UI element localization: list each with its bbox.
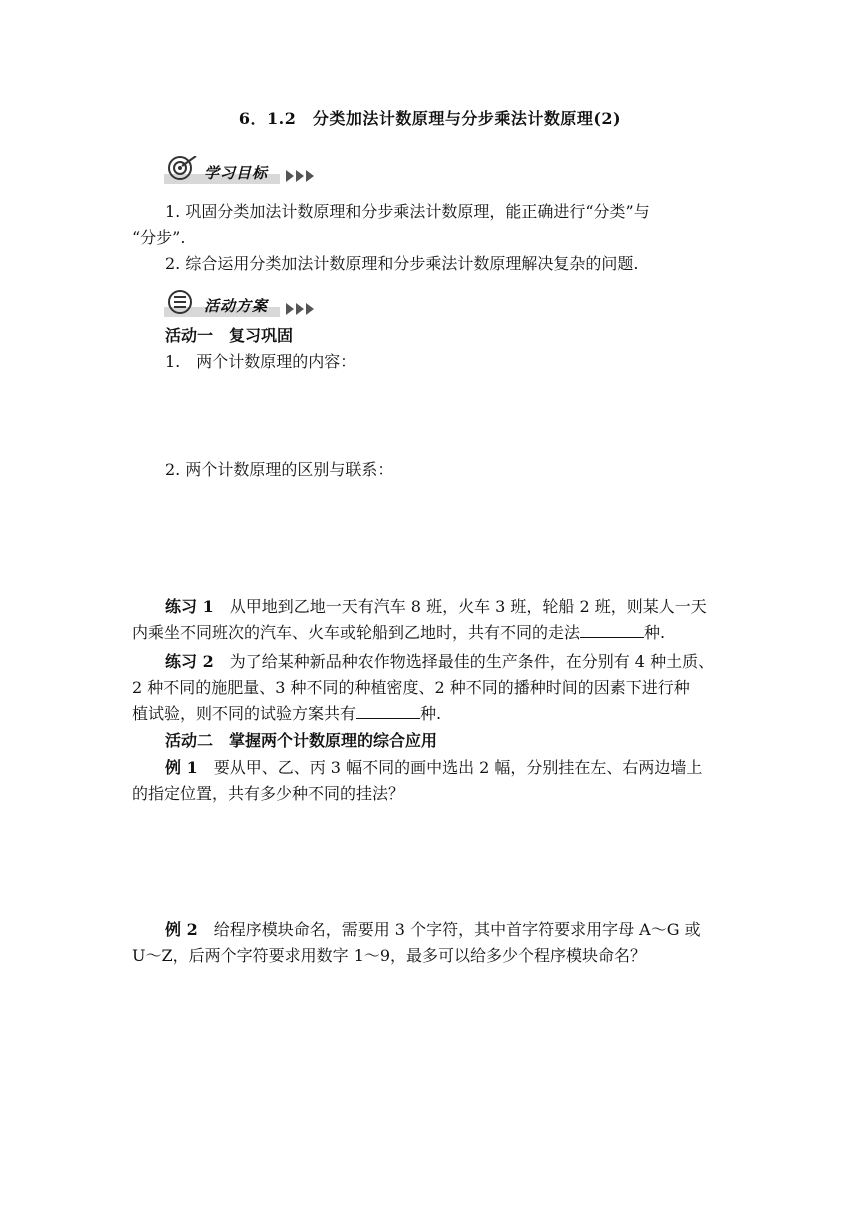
example1-label: 例 1: [165, 758, 198, 777]
practice2-line3: [132, 702, 732, 726]
example1-line2: 的指定位置，共有多少种不同的挂法？: [132, 784, 405, 803]
answer-blank[interactable]: [356, 704, 420, 719]
practice1-label: 练习 1: [165, 597, 214, 616]
question-1: 1. 两个计数原理的内容：: [165, 352, 357, 371]
goal-item-1-cont: “分步”.: [132, 228, 186, 247]
activity1-title: 活动一 复习巩固: [165, 326, 294, 345]
goals-header: 学习目标: [204, 164, 269, 182]
practice1-line1: [165, 595, 765, 619]
example2-line1: [165, 918, 765, 942]
practice1-text1: 从甲地到乙地一天有汽车 8 班，火车 3 班，轮船 2 班，则某人一天: [213, 597, 707, 616]
practice2-line1: [165, 650, 765, 674]
practice1-text2: 内乘坐不同班次的汽车、火车或轮船到乙地时，共有不同的走法: [132, 623, 581, 642]
goal-item-2: 2. 综合运用分类加法计数原理和分步乘法计数原理解决复杂的问题.: [165, 254, 639, 273]
goal-item-1: 1. 巩固分类加法计数原理和分步乘法计数原理，能正确进行“分类”与: [165, 202, 650, 221]
activity2-title: 活动二 掌握两个计数原理的综合应用: [165, 731, 438, 750]
example2-text1: 给程序模块命名，需要用 3 个字符，其中首字符要求用字母 A～G 或: [197, 920, 701, 939]
practice2-text3: 植试验，则不同的试验方案共有: [132, 704, 357, 723]
example2-line2: U～Z，后两个字符要求用数字 1～9，最多可以给多少个程序模块命名？: [132, 946, 647, 965]
example2-label: 例 2: [165, 920, 198, 939]
example1-text1: 要从甲、乙、丙 3 幅不同的画中选出 2 幅，分别挂在左、右两边墙上: [197, 758, 703, 777]
goals-badge: [162, 156, 322, 186]
page-title: 6．1.2 分类加法计数原理与分步乘法计数原理(2): [238, 109, 622, 128]
practice1-text3: 种.: [644, 623, 666, 642]
practice2-line2: 2 种不同的施肥量、3 种不同的种植密度、2 种不同的播种时间的因素下进行种: [132, 678, 690, 697]
practice2-label: 练习 2: [165, 652, 214, 671]
example1-line1: [165, 756, 765, 780]
practice2-text1: 为了给某种新品种农作物选择最佳的生产条件，在分别有 4 种土质、: [213, 652, 715, 671]
plan-header: 活动方案: [204, 297, 269, 315]
practice2-text4: 种.: [420, 704, 442, 723]
question-2: 2. 两个计数原理的区别与联系：: [165, 460, 394, 479]
practice1-line2: [132, 621, 732, 645]
answer-blank[interactable]: [580, 623, 644, 638]
plan-badge: [162, 289, 322, 319]
